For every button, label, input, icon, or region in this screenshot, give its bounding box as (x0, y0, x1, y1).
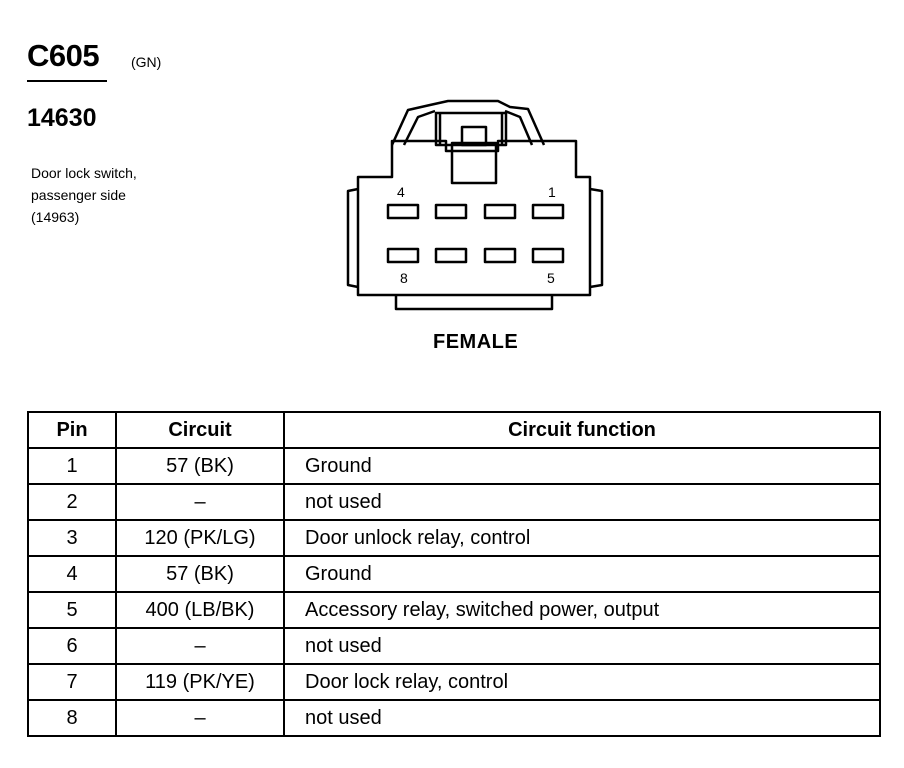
connector-bottom-rail (396, 295, 552, 309)
cell-circuit: 119 (PK/YE) (116, 664, 284, 700)
cell-function: Ground (284, 448, 880, 484)
pin-cavity (388, 249, 418, 262)
cell-pin: 2 (28, 484, 116, 520)
connector-color-code: (GN) (131, 54, 162, 70)
description-line: Door lock switch, (31, 165, 137, 181)
connector-gender-label: FEMALE (433, 331, 519, 353)
pin-cavity (533, 249, 563, 262)
pin-table (27, 411, 881, 737)
cell-pin: 4 (28, 556, 116, 592)
cell-circuit: 57 (BK) (116, 448, 284, 484)
pin-label-4: 4 (397, 184, 405, 200)
table-header-row (28, 412, 880, 448)
pin-label-8: 8 (400, 270, 408, 286)
pin-cavity (388, 205, 418, 218)
connector-right-rib (590, 189, 602, 287)
description-line: (14963) (31, 209, 80, 225)
part-number: 14630 (27, 104, 97, 132)
table-row (28, 628, 880, 664)
pin-label-5: 5 (547, 270, 555, 286)
cell-function: Ground (284, 556, 880, 592)
pin-cavity (533, 205, 563, 218)
cell-pin: 8 (28, 700, 116, 736)
table-row (28, 592, 880, 628)
pin-cavity (485, 205, 515, 218)
cell-circuit: 120 (PK/LG) (116, 520, 284, 556)
cell-pin: 3 (28, 520, 116, 556)
pin-label-1: 1 (548, 184, 556, 200)
table-row (28, 700, 880, 736)
connector-face-diagram (340, 95, 610, 317)
header-circuit: Circuit (116, 412, 284, 448)
cell-function: not used (284, 484, 880, 520)
pin-cavity (485, 249, 515, 262)
table-row (28, 448, 880, 484)
cell-pin: 7 (28, 664, 116, 700)
cell-pin: 6 (28, 628, 116, 664)
connector-left-rib (348, 189, 358, 287)
cell-pin: 5 (28, 592, 116, 628)
cell-pin: 1 (28, 448, 116, 484)
cell-circuit: – (116, 700, 284, 736)
cell-circuit: – (116, 628, 284, 664)
cell-circuit: 400 (LB/BK) (116, 592, 284, 628)
connector-id-underline (27, 80, 107, 82)
table-row (28, 664, 880, 700)
cell-function: Door unlock relay, control (284, 520, 880, 556)
table-row (28, 484, 880, 520)
cell-circuit: – (116, 484, 284, 520)
table-row (28, 556, 880, 592)
description-line: passenger side (31, 187, 126, 203)
pin-cavity (436, 249, 466, 262)
connector-id: C605 (27, 38, 100, 73)
header-circuit-function: Circuit function (284, 412, 880, 448)
pin-cavity (436, 205, 466, 218)
table-row (28, 520, 880, 556)
pin-cavities (388, 205, 563, 262)
cell-function: not used (284, 700, 880, 736)
cell-function: not used (284, 628, 880, 664)
cell-circuit: 57 (BK) (116, 556, 284, 592)
cell-function: Accessory relay, switched power, output (284, 592, 880, 628)
header-pin: Pin (28, 412, 116, 448)
cell-function: Door lock relay, control (284, 664, 880, 700)
